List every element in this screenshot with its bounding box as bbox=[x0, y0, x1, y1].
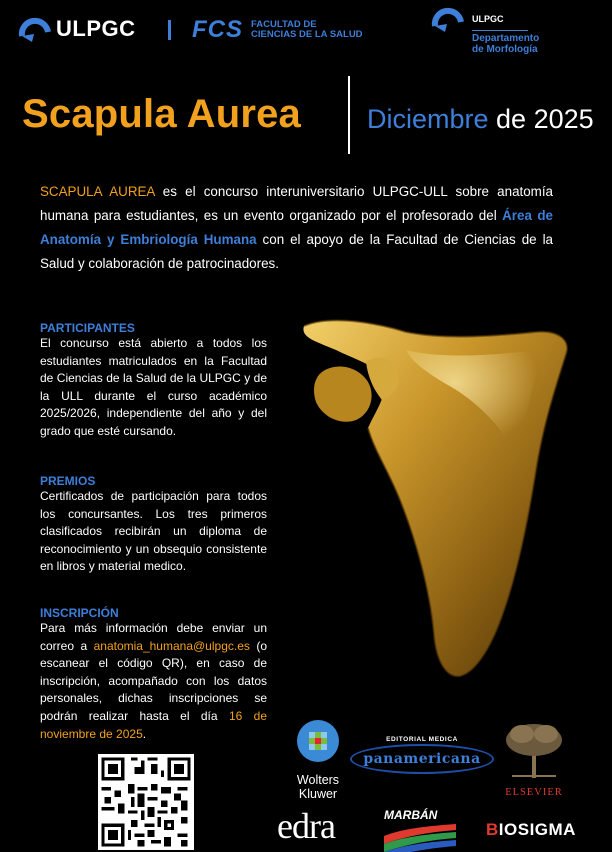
marban-stripes-icon bbox=[384, 822, 456, 852]
premios-section bbox=[40, 474, 267, 576]
elsevier-text: ELSEVIER bbox=[505, 787, 563, 798]
participantes-heading: PARTICIPANTES bbox=[40, 321, 135, 335]
elsevier-tree-icon bbox=[502, 720, 566, 780]
wolters-kluwer-grid-icon bbox=[295, 718, 341, 764]
fcs-logo-text: FCS bbox=[192, 16, 243, 43]
fcs-sub-line-2: CIENCIAS DE LA SALUD bbox=[251, 29, 363, 40]
inscripcion-text-2: (o escanear el código QR), en caso de inscripción, acompañado con los datos personales, dichas inscripciones se podrán realizar hasta el día bbox=[40, 638, 267, 723]
dept-name bbox=[472, 33, 539, 55]
event-month: Diciembre bbox=[367, 104, 489, 134]
ulpgc-swoosh-icon bbox=[18, 14, 54, 44]
event-date bbox=[367, 104, 594, 135]
panamericana-oval bbox=[350, 744, 494, 774]
inscripcion-text-1: Para más información debe enviar un correo a bbox=[40, 621, 267, 653]
registration-deadline: 16 de noviembre de 2025 bbox=[40, 708, 268, 741]
inscripcion-body bbox=[40, 620, 267, 743]
biosigma-b: B bbox=[486, 820, 499, 839]
panamericana-logo bbox=[350, 736, 494, 778]
wolters-kluwer-logo bbox=[288, 718, 348, 801]
intro-lead: SCAPULA AUREA bbox=[40, 184, 155, 199]
ulpgc-swoosh-small-icon bbox=[430, 4, 468, 34]
fcs-faculty-name bbox=[251, 20, 363, 40]
fcs-logo bbox=[192, 16, 363, 44]
event-year: de 2025 bbox=[488, 104, 594, 134]
inscripcion-heading: INSCRIPCIÓN bbox=[40, 606, 119, 620]
intro-text-1: es el concurso interuniversitario ULPGC-ULL sobre anatomía humana para estudiantes, es un evento organizado por el profesorado del bbox=[40, 184, 554, 223]
panamericana-word: panamericana bbox=[363, 751, 481, 767]
premios-heading: PREMIOS bbox=[40, 474, 96, 488]
intro-paragraph bbox=[40, 180, 553, 276]
dept-divider-line bbox=[472, 30, 528, 31]
morfologia-department-logo bbox=[430, 4, 540, 55]
intro-area: Área de Anatomía y Embriología Humana bbox=[40, 208, 554, 247]
qr-code[interactable] bbox=[98, 754, 194, 850]
edra-logo: edra bbox=[277, 806, 335, 846]
marban-text: MARBÁN bbox=[384, 808, 438, 822]
dept-ulpgc-text: ULPGC bbox=[472, 14, 504, 24]
contact-email[interactable]: anatomia_humana@ulpgc.es bbox=[93, 638, 250, 653]
kluwer-text: Kluwer bbox=[298, 787, 338, 801]
title-divider bbox=[348, 76, 350, 154]
dept-line-1: Departamento bbox=[472, 33, 540, 44]
fcs-sub-line-1: FACULTAD DE bbox=[251, 19, 317, 30]
elsevier-logo bbox=[496, 720, 572, 798]
inscripcion-text-3: . bbox=[142, 726, 147, 741]
participantes-section bbox=[40, 321, 267, 441]
premios-body: Certificados de participación para todos los concursantes. Los tres primeros clasificados recibirán un diploma de reconocimiento y un obsequio consistente en libros y material medico. bbox=[40, 489, 267, 574]
golden-scapula-image bbox=[296, 310, 578, 682]
biosigma-logo bbox=[486, 820, 576, 840]
participantes-body: El concurso está abierto a todos los estudiantes matriculados en la Facultad de Ciencias de la Salud de la ULPGC y de la ULL durante el curso académico 2025/2026, independiente del año y del grado que esté cursando. bbox=[40, 336, 267, 438]
biosigma-rest: IOSIGMA bbox=[498, 820, 576, 839]
inscripcion-section bbox=[40, 606, 267, 743]
marban-logo bbox=[384, 808, 456, 852]
ulpgc-logo-text: ULPGC bbox=[56, 16, 136, 41]
ulpgc-logo bbox=[18, 14, 136, 44]
header-divider bbox=[168, 20, 171, 40]
panamericana-top-text: EDITORIAL MEDICA bbox=[386, 736, 458, 743]
intro-text-2: con el apoyo de la Facultad de Ciencias de la Salud y colaboración de patrocinadores. bbox=[40, 232, 553, 271]
dept-line-2: de Morfología bbox=[472, 44, 538, 55]
event-title: Scapula Aurea bbox=[22, 92, 302, 136]
wolters-text: Wolters bbox=[296, 773, 340, 787]
